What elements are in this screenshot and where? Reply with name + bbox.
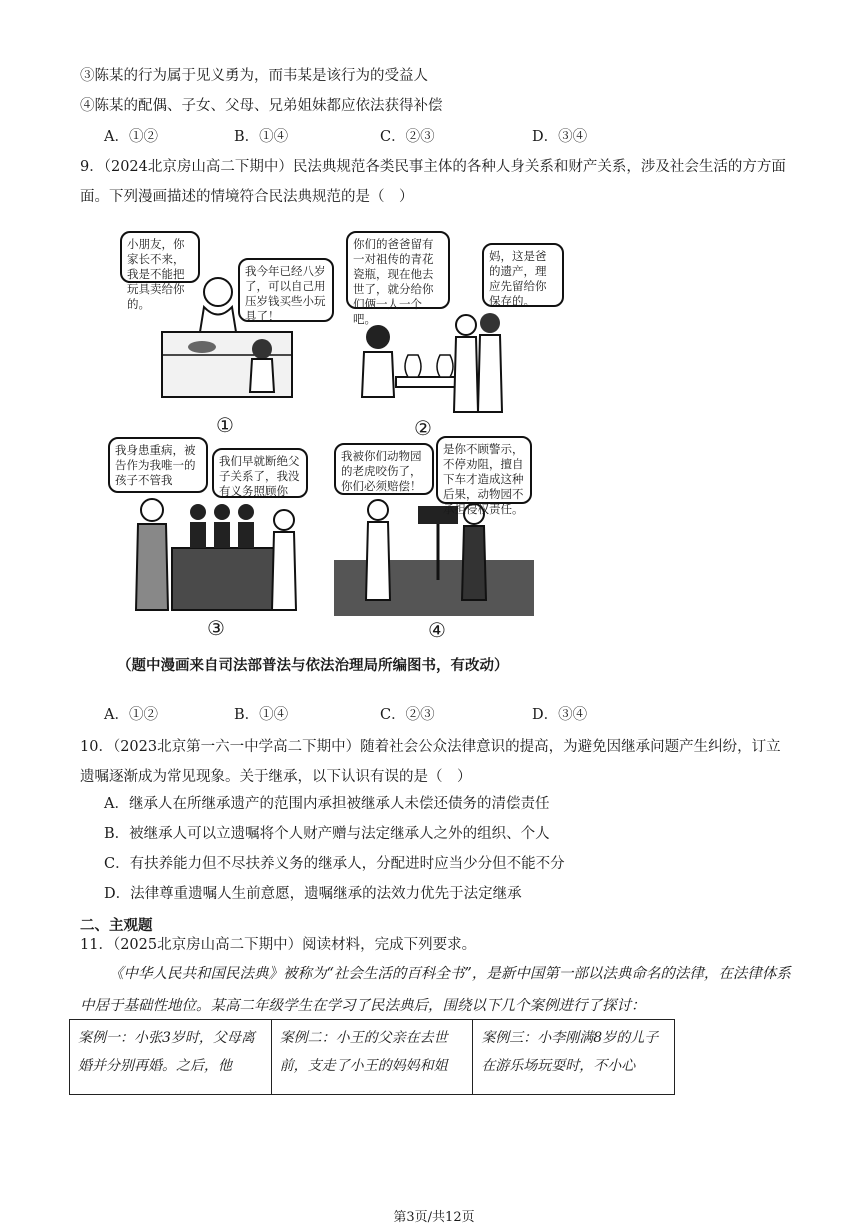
panel2-number: ② (414, 416, 432, 440)
q11-material: 《中华人民共和国民法典》被称为“社会生活的百科全书”，是新中国第一部以法典命名的法律，在法律体系中居于基础性地位。某高二年级学生在学习了民法典后，围绕以下几个案例进行了探讨： (80, 966, 791, 1014)
panel3-bubble-son: 我们早就断绝父子关系了，我没有义务照顾你 (212, 448, 308, 498)
option-d: D．③④ (532, 129, 588, 145)
case-3: 案例三：小李刚满8岁的儿子在游乐场玩耍时，不小心 (473, 1020, 675, 1095)
q10-choice-b: B．被继承人可以立遗嘱将个人财产赠与法定继承人之外的组织、个人 (104, 826, 550, 842)
panel3-number: ③ (207, 616, 225, 640)
page-footer: 第3页/共12页 (393, 1210, 475, 1225)
q10-stem: 10．（2023北京第一六一中学高二下期中）随着社会公众法律意识的提高，为避免因继承问题产生纠纷，订立遗嘱逐渐成为常见现象。关于继承，以下认识有误的是（ ） (80, 739, 781, 785)
q10-choice-a: A．继承人在所继承遗产的范围内承担被继承人未偿还债务的清偿责任 (104, 796, 550, 812)
panel4-number: ④ (428, 618, 446, 642)
panel1-number: ① (216, 413, 234, 437)
option-b: B．①④ (234, 707, 289, 723)
panel1-bubble-shopkeeper: 小朋友，你家长不来，我是不能把玩具卖给你的。 (120, 231, 200, 283)
q10-choice-d: D．法律尊重遗嘱人生前意愿，遗嘱继承的法效力优先于法定继承 (104, 886, 522, 902)
panel2-bubble-mother: 你们的爸爸留有一对祖传的青花瓷瓶，现在他去世了，就分给你们俩一人一个吧。 (346, 231, 450, 309)
case-1: 案例一：小张3岁时，父母离婚并分别再婚。之后，他 (70, 1020, 272, 1095)
prev-item-4: ④陈某的配偶、子女、父母、兄弟姐妹都应依法获得补偿 (80, 98, 443, 114)
comic-caption: （题中漫画来自司法部普法与依法治理局所编图书，有改动） (117, 657, 509, 674)
panel1-bubble-child: 我今年已经八岁了，可以自己用压岁钱买些小玩具了！ (238, 258, 334, 322)
option-d: D．③④ (532, 707, 588, 723)
panel4-bubble-zoo: 是你不顾警示，不停劝阻，擅自下车才造成这种后果，动物园不承担侵权责任。 (436, 436, 532, 504)
option-a: A．①② (104, 129, 158, 145)
case-2: 案例二：小王的父亲在去世前，支走了小王的妈妈和姐 (271, 1020, 473, 1095)
q9-stem: 9．（2024北京房山高二下期中）民法典规范各类民事主体的各种人身关系和财产关系，涉及社会生活的方方面面。下列漫画描述的情境符合民法典规范的是（ ） (80, 159, 786, 205)
option-a: A．①② (104, 707, 158, 723)
panel3-bubble-father: 我身患重病，被告作为我唯一的孩子不管我 (108, 437, 208, 493)
prev-item-3: ③陈某的行为属于见义勇为，而韦某是该行为的受益人 (80, 68, 428, 84)
q11-stem: 11．（2025北京房山高二下期中）阅读材料，完成下列要求。 (80, 937, 477, 953)
cases-table (69, 1019, 675, 1095)
option-c: C．②③ (380, 129, 435, 145)
q10-choice-c: C．有扶养能力但不尽扶养义务的继承人，分配进时应当少分但不能不分 (104, 856, 565, 872)
panel4-bubble-visitor: 我被你们动物园的老虎咬伤了，你们必须赔偿！ (334, 443, 434, 495)
option-b: B．①④ (234, 129, 289, 145)
section-title: 二、主观题 (80, 917, 153, 934)
option-c: C．②③ (380, 707, 435, 723)
panel2-bubble-child: 妈，这是爸的遗产，理应先留给你保存的。 (482, 243, 564, 307)
